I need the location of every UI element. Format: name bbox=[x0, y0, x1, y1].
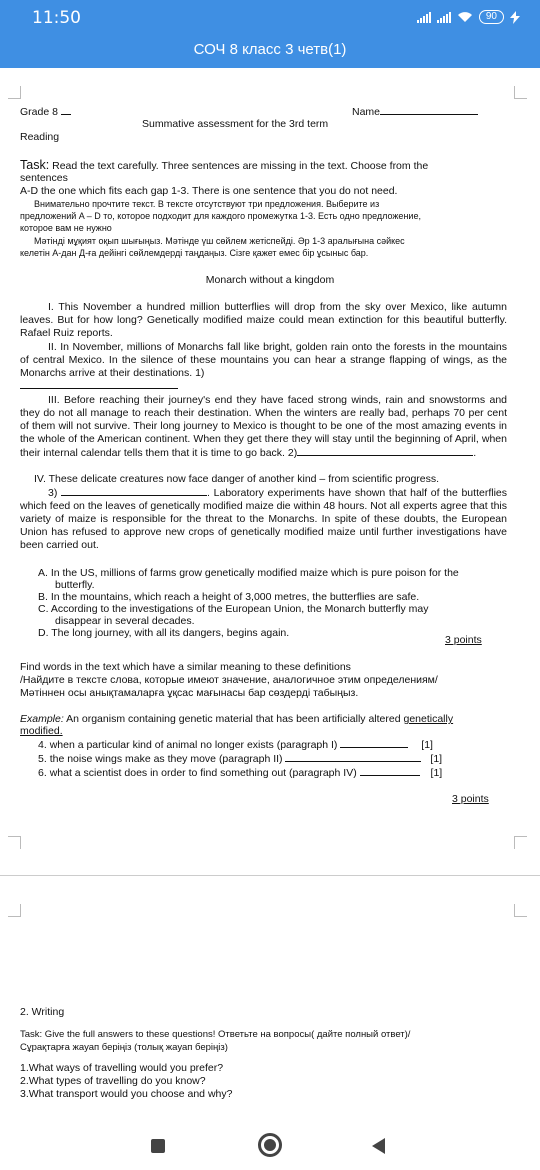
item-text: what a scientist does in order to find something out (paragraph IV) bbox=[49, 767, 357, 779]
charging-icon bbox=[510, 11, 520, 24]
answer-blank[interactable] bbox=[285, 752, 421, 762]
example-line bbox=[20, 713, 453, 726]
find-words-en: Find words in the text which have a similar meaning to these definitions bbox=[20, 661, 351, 673]
option-text: According to the investigations of the European Union, the Monarch butterfly may bbox=[50, 603, 429, 615]
task-kz-2: келетін А-дан Д-ға дейінгі сөйлемдерді таңдаңыз. Сізге қажет емес бір ұсыныс бар. bbox=[20, 248, 369, 258]
task-ru-2: предложений A – D то, которое подходит для каждого промежутка 1-3. Есть одно предложение, bbox=[20, 211, 421, 221]
option-b bbox=[38, 591, 508, 603]
document-title: СОЧ 8 класс 3 четв(1) bbox=[0, 38, 540, 68]
name-label: Name bbox=[352, 105, 478, 119]
answer-blank[interactable] bbox=[340, 738, 408, 748]
item-text: the noise wings make as they move (paragraph II) bbox=[49, 753, 283, 765]
option-letter: B. bbox=[38, 591, 48, 603]
find-words-kz: Мәтіннен осы анықтамаларға ұқсас мағынасы бар сөздерді табыңыз. bbox=[20, 687, 359, 699]
task-ru-1: Внимательно прочтите текст. В тексте отсутствуют три предложения. Выберите из bbox=[34, 199, 380, 209]
gap-2-label: 2) bbox=[287, 447, 298, 459]
example-text: An organism containing genetic material that has been artificially altered bbox=[66, 713, 401, 725]
option-letter: D. bbox=[38, 627, 49, 639]
item-number: 4. bbox=[38, 739, 47, 751]
signal-icon-2 bbox=[437, 11, 451, 23]
text-title: Monarch without a kingdom bbox=[205, 274, 335, 286]
clock: 11:50 bbox=[32, 8, 81, 28]
grade-label: Grade 8 bbox=[20, 105, 71, 119]
item-mark: [1] bbox=[430, 767, 443, 779]
answer-blank[interactable] bbox=[360, 766, 420, 776]
signal-icon bbox=[417, 11, 431, 23]
paragraph-4-intro: IV. These delicate creatures now face danger of another kind – from scientific progress. bbox=[34, 473, 440, 485]
option-d bbox=[38, 627, 508, 639]
item-number: 6. bbox=[38, 767, 47, 779]
page-corner bbox=[8, 836, 21, 849]
back-button[interactable] bbox=[372, 1138, 385, 1154]
page-corner bbox=[8, 86, 21, 99]
page-corner bbox=[8, 904, 21, 917]
page-corner bbox=[514, 836, 527, 849]
task-en-3: A-D the one which fits each gap 1-3. There is one sentence that you do not need. bbox=[20, 185, 398, 197]
option-text: The long journey, with all its dangers, begins again. bbox=[51, 627, 290, 639]
document-page[interactable] bbox=[0, 68, 540, 1130]
item-5 bbox=[38, 752, 488, 766]
paragraph-2: II. In November, millions of Monarchs fall like bright, golden rain onto the forests in the mountains of central Mexico. In the silence of these mountains you can hear a strange flapping of wings, as the Monarchs arrive at their destinations. 1) bbox=[20, 341, 507, 379]
page-break bbox=[0, 875, 540, 876]
definition-items bbox=[38, 738, 488, 780]
status-bar bbox=[0, 0, 540, 38]
option-c bbox=[38, 603, 508, 627]
find-words-ru: /Найдите в тексте слова, которые имеют значение, аналогичное этим определениям/ bbox=[20, 674, 438, 686]
points-reading: 3 points bbox=[445, 634, 482, 646]
task-kz-1: Мәтінді мұқият оқып шығыңыз. Мәтінде үш сөйлем жетіспейді. Әр 1-3 аралығына сәйкес bbox=[34, 236, 405, 246]
example-label: Example: bbox=[20, 713, 64, 725]
task-en-2: sentences bbox=[20, 172, 68, 184]
gap-3-label: 3) bbox=[48, 487, 58, 499]
option-text-cont: disappear in several decades. bbox=[55, 615, 195, 627]
paragraph-3: III. Before reaching their journey's end they have faced strong winds, rain and snowstorms and they do not all manage to reach their destination. When the winters are really bad, perhaps 70 per cent of them will not survive. Their long journey to Mexico is thought to be one of the most amazing events in the whole of the American continent. When they get there they will stay until the beginning of April, when their internal calendar tells them that it is time to go back. 2) . bbox=[20, 394, 507, 459]
gap-1-line bbox=[20, 388, 178, 389]
assessment-heading: Summative assessment for the 3rd term bbox=[142, 118, 329, 130]
option-letter: A. bbox=[38, 567, 48, 579]
paragraph-4 bbox=[20, 486, 507, 552]
example-answer: genetically bbox=[403, 713, 454, 725]
wifi-icon bbox=[457, 11, 473, 23]
question-2: 2.What types of travelling do you know? bbox=[20, 1075, 206, 1087]
options-list bbox=[38, 567, 508, 639]
home-button[interactable] bbox=[258, 1133, 282, 1157]
option-letter: C. bbox=[38, 603, 49, 615]
paragraph-3-text: III. Before reaching their journey's end they have faced strong winds, rain and snowstorms and they do not all manage to reach their destination. When the winters are really bad, perhaps 70 per cent of them will not survive. Their long journey to Mexico is thought to be one of the most amazing events in the whole of the American continent. When they get there they will stay until the beginning of April, when their internal calendar tells them that it is time to go back. bbox=[20, 394, 507, 459]
section-reading: Reading bbox=[20, 131, 60, 143]
page-corner bbox=[514, 904, 527, 917]
task-en-1: Read the text carefully. Three sentences are missing in the text. Choose from the bbox=[52, 160, 429, 172]
question-3: 3.What transport would you choose and why? bbox=[20, 1088, 233, 1100]
task-label: Task: bbox=[20, 158, 50, 172]
option-a bbox=[38, 567, 508, 591]
navigation-bar bbox=[0, 1130, 540, 1170]
item-mark: [1] bbox=[430, 753, 443, 765]
paragraph-4-text: . Laboratory experiments have shown that half of the butterflies which feed on the leaves of genetically modified maize die within 48 hours. Not all experts agree that this variety of maize is responsible for the threat to the Monarchs. In spite of these doubts, the European Union has refused to approve new crops of genetically modified maize until further investigations have been carried out. bbox=[20, 487, 507, 551]
option-text-cont: butterfly. bbox=[55, 579, 95, 591]
option-text: In the US, millions of farms grow genetically modified maize which is pure poison for the bbox=[50, 567, 459, 579]
item-text: when a particular kind of animal no longer exists (paragraph I) bbox=[49, 739, 338, 751]
option-text: In the mountains, which reach a height of 3,000 metres, the butterflies are safe. bbox=[50, 591, 420, 603]
points-vocab: 3 points bbox=[452, 793, 489, 805]
writing-task-2: Сұрақтарға жауап беріңіз (толық жауап беріңіз) bbox=[20, 1042, 228, 1053]
item-mark: [1] bbox=[421, 739, 433, 751]
task-line bbox=[20, 159, 428, 173]
item-4 bbox=[38, 738, 488, 752]
status-icons bbox=[417, 10, 520, 24]
task-ru-3: которое вам не нужно bbox=[20, 223, 112, 233]
battery-icon: 90 bbox=[479, 10, 504, 24]
writing-task-1: Task: Give the full answers to these questions! Ответьте на вопросы( дайте полный ответ)/ bbox=[20, 1029, 411, 1040]
question-1: 1.What ways of travelling would you prefer? bbox=[20, 1062, 224, 1074]
page-corner bbox=[514, 86, 527, 99]
writing-heading: 2. Writing bbox=[20, 1006, 65, 1018]
paragraph-1: I. This November a hundred million butterflies will drop from the sky over Mexico, like autumn leaves. But for how long? Genetically modified maize could mean extinction for this beautiful butterfly. Rafael Ruiz reports. bbox=[20, 301, 507, 339]
item-number: 5. bbox=[38, 753, 47, 765]
item-6 bbox=[38, 766, 488, 780]
recents-button[interactable] bbox=[151, 1139, 165, 1153]
example-answer-cont: modified. bbox=[20, 725, 63, 737]
